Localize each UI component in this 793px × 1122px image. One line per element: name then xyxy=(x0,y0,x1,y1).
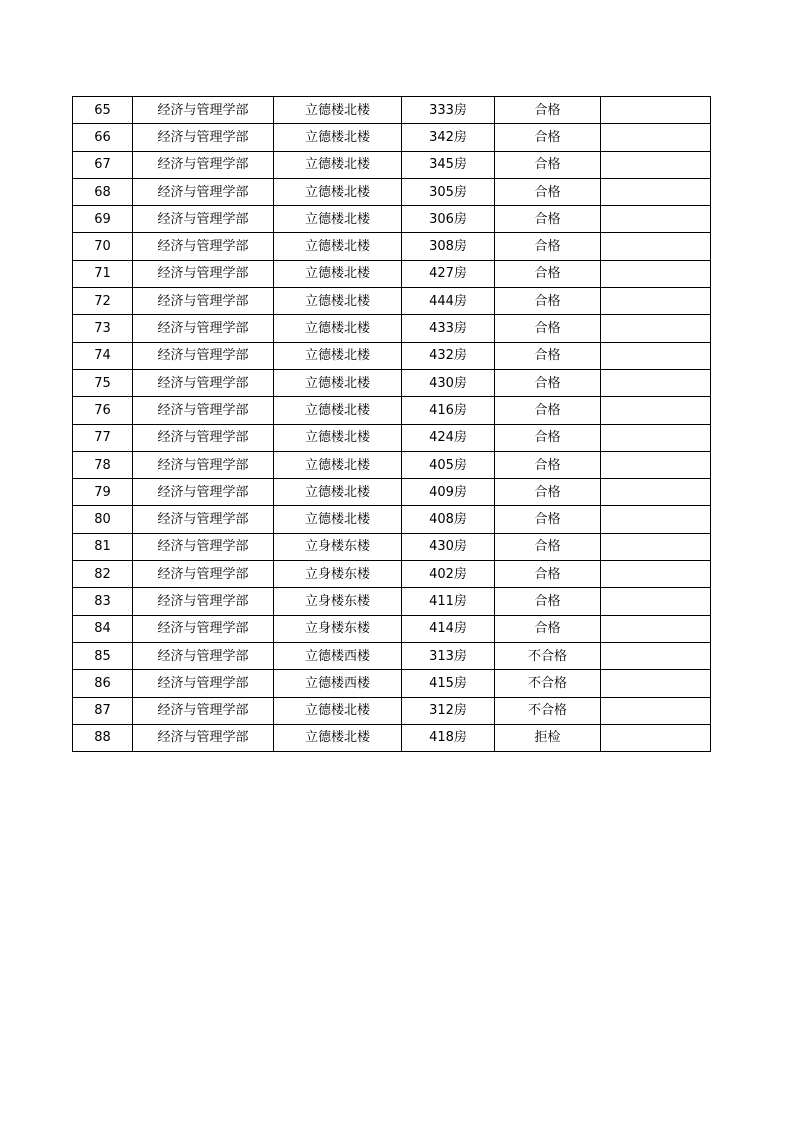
table-row xyxy=(73,97,711,124)
building-cell: 立德楼北楼 xyxy=(274,178,402,205)
note-cell xyxy=(601,233,711,260)
row-number-cell: 66 xyxy=(73,124,133,151)
note-cell xyxy=(601,397,711,424)
result-cell: 合格 xyxy=(495,233,601,260)
result-cell: 不合格 xyxy=(495,642,601,669)
note-cell xyxy=(601,451,711,478)
building-cell: 立德楼北楼 xyxy=(274,724,402,751)
table-row xyxy=(73,315,711,342)
department-cell: 经济与管理学部 xyxy=(133,506,274,533)
row-number-cell: 65 xyxy=(73,97,133,124)
row-number-cell: 71 xyxy=(73,260,133,287)
result-cell: 合格 xyxy=(495,206,601,233)
department-cell: 经济与管理学部 xyxy=(133,151,274,178)
row-number-cell: 81 xyxy=(73,533,133,560)
department-cell: 经济与管理学部 xyxy=(133,97,274,124)
note-cell xyxy=(601,260,711,287)
building-cell: 立德楼北楼 xyxy=(274,424,402,451)
result-cell: 不合格 xyxy=(495,697,601,724)
table-body xyxy=(73,97,711,752)
department-cell: 经济与管理学部 xyxy=(133,315,274,342)
building-cell: 立德楼北楼 xyxy=(274,479,402,506)
note-cell xyxy=(601,288,711,315)
building-cell: 立德楼北楼 xyxy=(274,369,402,396)
table-row xyxy=(73,561,711,588)
department-cell: 经济与管理学部 xyxy=(133,615,274,642)
building-cell: 立德楼北楼 xyxy=(274,124,402,151)
note-cell xyxy=(601,588,711,615)
row-number-cell: 67 xyxy=(73,151,133,178)
department-cell: 经济与管理学部 xyxy=(133,451,274,478)
building-cell: 立德楼北楼 xyxy=(274,233,402,260)
note-cell xyxy=(601,642,711,669)
table-row xyxy=(73,451,711,478)
building-cell: 立身楼东楼 xyxy=(274,615,402,642)
room-cell: 342房 xyxy=(402,124,495,151)
row-number-cell: 87 xyxy=(73,697,133,724)
result-cell: 合格 xyxy=(495,151,601,178)
table-row xyxy=(73,233,711,260)
result-cell: 合格 xyxy=(495,424,601,451)
row-number-cell: 70 xyxy=(73,233,133,260)
room-cell: 402房 xyxy=(402,561,495,588)
row-number-cell: 84 xyxy=(73,615,133,642)
row-number-cell: 68 xyxy=(73,178,133,205)
room-cell: 414房 xyxy=(402,615,495,642)
building-cell: 立德楼西楼 xyxy=(274,642,402,669)
table-row xyxy=(73,506,711,533)
department-cell: 经济与管理学部 xyxy=(133,561,274,588)
result-cell: 合格 xyxy=(495,178,601,205)
result-cell: 合格 xyxy=(495,479,601,506)
department-cell: 经济与管理学部 xyxy=(133,206,274,233)
building-cell: 立德楼北楼 xyxy=(274,97,402,124)
room-cell: 415房 xyxy=(402,670,495,697)
table-row xyxy=(73,424,711,451)
row-number-cell: 86 xyxy=(73,670,133,697)
inspection-results-table xyxy=(72,96,711,752)
department-cell: 经济与管理学部 xyxy=(133,533,274,560)
table-row xyxy=(73,206,711,233)
table-row xyxy=(73,670,711,697)
table-row xyxy=(73,479,711,506)
room-cell: 430房 xyxy=(402,533,495,560)
inspection-results-sheet xyxy=(72,96,711,752)
table-row xyxy=(73,642,711,669)
result-cell: 合格 xyxy=(495,615,601,642)
building-cell: 立德楼北楼 xyxy=(274,288,402,315)
result-cell: 合格 xyxy=(495,397,601,424)
department-cell: 经济与管理学部 xyxy=(133,670,274,697)
result-cell: 合格 xyxy=(495,260,601,287)
room-cell: 408房 xyxy=(402,506,495,533)
room-cell: 411房 xyxy=(402,588,495,615)
result-cell: 合格 xyxy=(495,561,601,588)
note-cell xyxy=(601,506,711,533)
result-cell: 合格 xyxy=(495,124,601,151)
note-cell xyxy=(601,369,711,396)
room-cell: 306房 xyxy=(402,206,495,233)
building-cell: 立德楼北楼 xyxy=(274,506,402,533)
result-cell: 拒检 xyxy=(495,724,601,751)
table-row xyxy=(73,533,711,560)
department-cell: 经济与管理学部 xyxy=(133,642,274,669)
room-cell: 405房 xyxy=(402,451,495,478)
result-cell: 合格 xyxy=(495,369,601,396)
table-row xyxy=(73,397,711,424)
row-number-cell: 75 xyxy=(73,369,133,396)
room-cell: 305房 xyxy=(402,178,495,205)
result-cell: 不合格 xyxy=(495,670,601,697)
table-row xyxy=(73,178,711,205)
building-cell: 立身楼东楼 xyxy=(274,561,402,588)
building-cell: 立德楼北楼 xyxy=(274,206,402,233)
table-row xyxy=(73,124,711,151)
note-cell xyxy=(601,724,711,751)
table-row xyxy=(73,615,711,642)
room-cell: 308房 xyxy=(402,233,495,260)
room-cell: 312房 xyxy=(402,697,495,724)
note-cell xyxy=(601,124,711,151)
room-cell: 313房 xyxy=(402,642,495,669)
department-cell: 经济与管理学部 xyxy=(133,342,274,369)
result-cell: 合格 xyxy=(495,315,601,342)
note-cell xyxy=(601,206,711,233)
result-cell: 合格 xyxy=(495,97,601,124)
building-cell: 立德楼北楼 xyxy=(274,397,402,424)
result-cell: 合格 xyxy=(495,342,601,369)
room-cell: 409房 xyxy=(402,479,495,506)
building-cell: 立身楼东楼 xyxy=(274,588,402,615)
row-number-cell: 77 xyxy=(73,424,133,451)
department-cell: 经济与管理学部 xyxy=(133,424,274,451)
row-number-cell: 79 xyxy=(73,479,133,506)
building-cell: 立德楼西楼 xyxy=(274,670,402,697)
note-cell xyxy=(601,697,711,724)
table-row xyxy=(73,288,711,315)
table-row xyxy=(73,697,711,724)
result-cell: 合格 xyxy=(495,288,601,315)
room-cell: 432房 xyxy=(402,342,495,369)
room-cell: 430房 xyxy=(402,369,495,396)
building-cell: 立德楼北楼 xyxy=(274,342,402,369)
row-number-cell: 78 xyxy=(73,451,133,478)
department-cell: 经济与管理学部 xyxy=(133,697,274,724)
department-cell: 经济与管理学部 xyxy=(133,178,274,205)
table-row xyxy=(73,342,711,369)
room-cell: 424房 xyxy=(402,424,495,451)
note-cell xyxy=(601,615,711,642)
row-number-cell: 72 xyxy=(73,288,133,315)
room-cell: 345房 xyxy=(402,151,495,178)
building-cell: 立德楼北楼 xyxy=(274,151,402,178)
note-cell xyxy=(601,151,711,178)
department-cell: 经济与管理学部 xyxy=(133,479,274,506)
building-cell: 立德楼北楼 xyxy=(274,260,402,287)
table-row xyxy=(73,724,711,751)
note-cell xyxy=(601,315,711,342)
row-number-cell: 88 xyxy=(73,724,133,751)
room-cell: 427房 xyxy=(402,260,495,287)
building-cell: 立身楼东楼 xyxy=(274,533,402,560)
row-number-cell: 80 xyxy=(73,506,133,533)
row-number-cell: 73 xyxy=(73,315,133,342)
table-row xyxy=(73,260,711,287)
row-number-cell: 76 xyxy=(73,397,133,424)
row-number-cell: 83 xyxy=(73,588,133,615)
department-cell: 经济与管理学部 xyxy=(133,233,274,260)
room-cell: 444房 xyxy=(402,288,495,315)
note-cell xyxy=(601,561,711,588)
result-cell: 合格 xyxy=(495,451,601,478)
table-row xyxy=(73,151,711,178)
department-cell: 经济与管理学部 xyxy=(133,724,274,751)
department-cell: 经济与管理学部 xyxy=(133,124,274,151)
note-cell xyxy=(601,342,711,369)
building-cell: 立德楼北楼 xyxy=(274,697,402,724)
note-cell xyxy=(601,97,711,124)
room-cell: 333房 xyxy=(402,97,495,124)
result-cell: 合格 xyxy=(495,588,601,615)
note-cell xyxy=(601,670,711,697)
note-cell xyxy=(601,479,711,506)
row-number-cell: 85 xyxy=(73,642,133,669)
department-cell: 经济与管理学部 xyxy=(133,588,274,615)
result-cell: 合格 xyxy=(495,506,601,533)
table-row xyxy=(73,588,711,615)
row-number-cell: 69 xyxy=(73,206,133,233)
row-number-cell: 82 xyxy=(73,561,133,588)
room-cell: 416房 xyxy=(402,397,495,424)
note-cell xyxy=(601,533,711,560)
room-cell: 418房 xyxy=(402,724,495,751)
table-row xyxy=(73,369,711,396)
department-cell: 经济与管理学部 xyxy=(133,260,274,287)
result-cell: 合格 xyxy=(495,533,601,560)
building-cell: 立德楼北楼 xyxy=(274,451,402,478)
department-cell: 经济与管理学部 xyxy=(133,397,274,424)
department-cell: 经济与管理学部 xyxy=(133,288,274,315)
note-cell xyxy=(601,424,711,451)
note-cell xyxy=(601,178,711,205)
department-cell: 经济与管理学部 xyxy=(133,369,274,396)
row-number-cell: 74 xyxy=(73,342,133,369)
building-cell: 立德楼北楼 xyxy=(274,315,402,342)
room-cell: 433房 xyxy=(402,315,495,342)
